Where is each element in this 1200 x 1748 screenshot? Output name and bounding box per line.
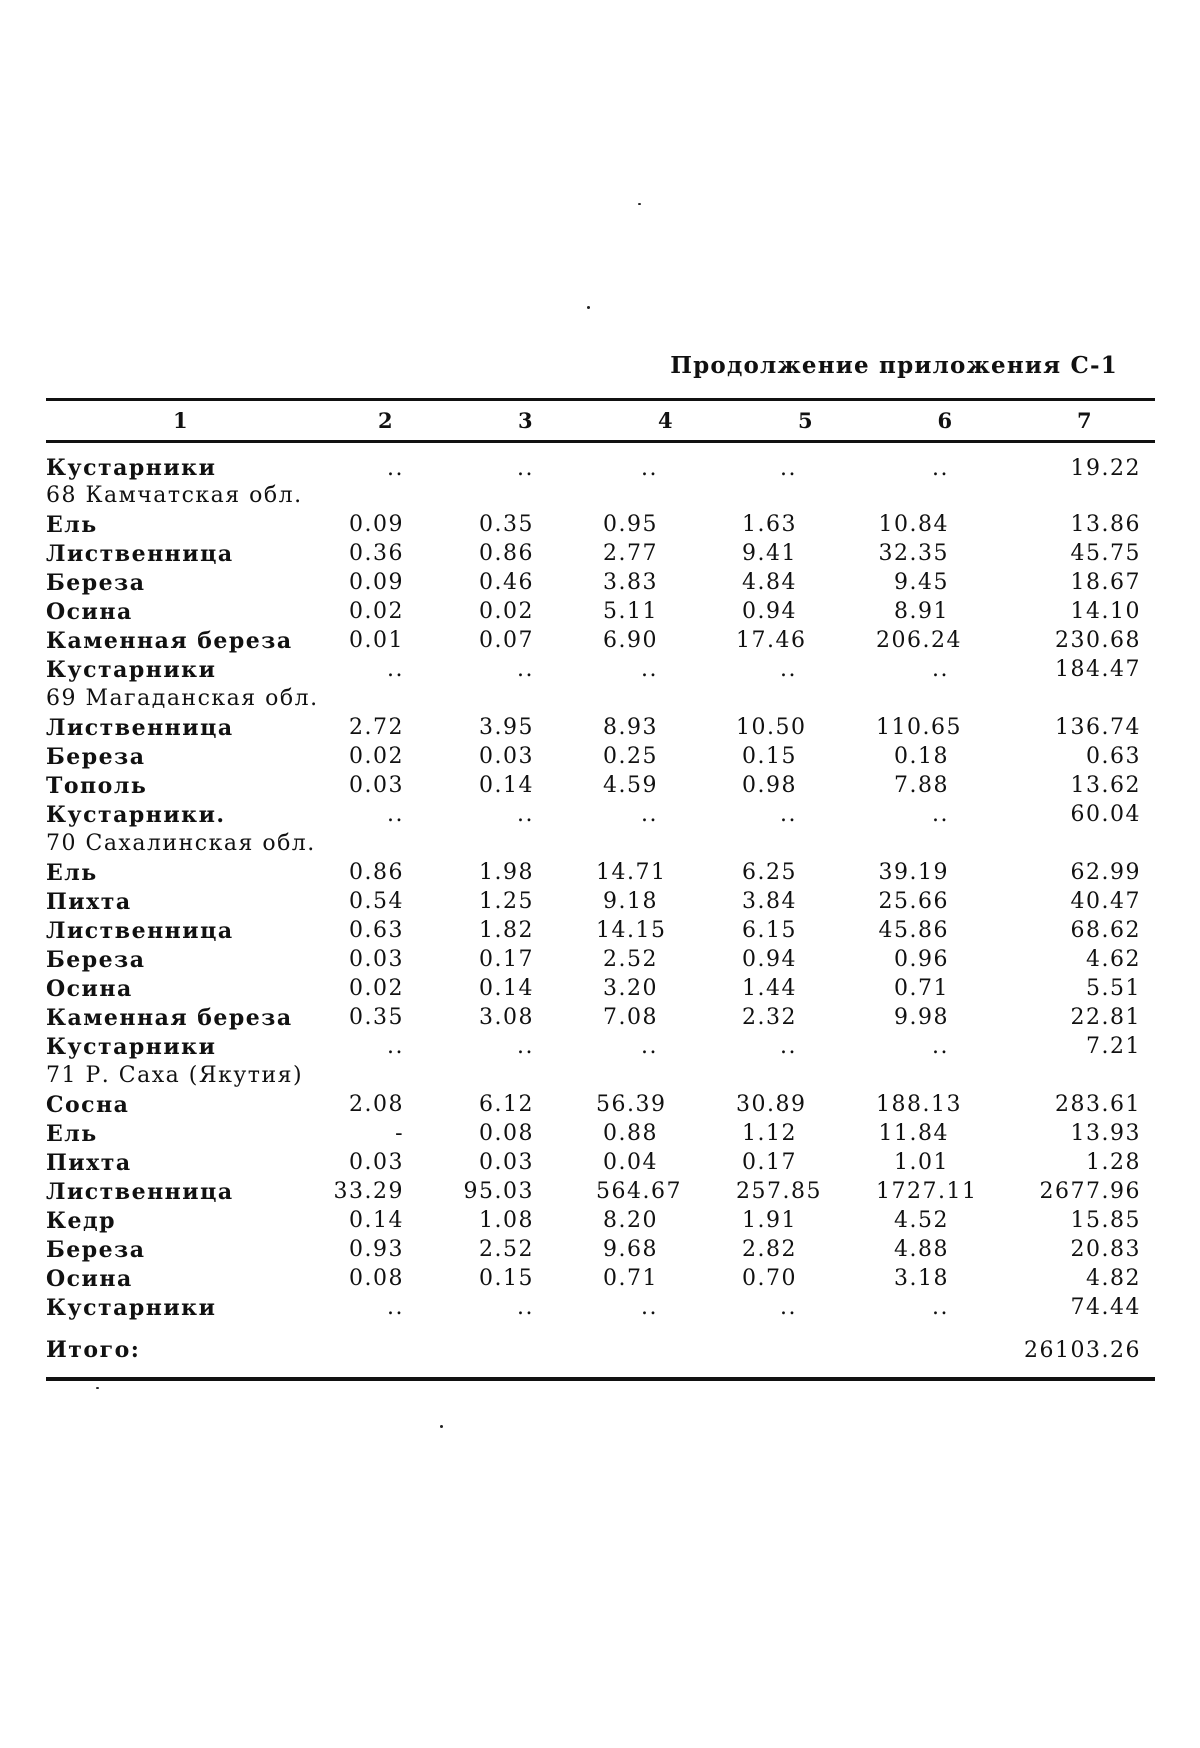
value-cell: 8.20 xyxy=(603,1208,658,1233)
value-cell: 0.93 xyxy=(349,1237,404,1262)
table-row xyxy=(46,597,1155,626)
value-cell: 0.63 xyxy=(349,918,404,943)
table-row xyxy=(46,1119,1155,1148)
value-cell: 257.85 xyxy=(736,1179,822,1204)
total-cell: 0.63 xyxy=(1086,744,1141,769)
value-cell: 1.91 xyxy=(742,1208,797,1233)
value-cell: 10.84 xyxy=(878,512,949,537)
total-cell: 7.21 xyxy=(1086,1034,1141,1059)
total-cell: 13.86 xyxy=(1070,512,1141,537)
table-row xyxy=(46,713,1155,742)
value-cell: 3.95 xyxy=(479,715,534,740)
value-cell: 0.71 xyxy=(603,1266,658,1291)
table-row xyxy=(46,1003,1155,1032)
value-cell: .. xyxy=(387,802,404,827)
value-cell: 7.08 xyxy=(603,1005,658,1030)
total-cell: 136.74 xyxy=(1055,715,1141,740)
total-cell: 68.62 xyxy=(1070,918,1141,943)
table-body xyxy=(46,442,1155,1323)
value-cell: .. xyxy=(932,455,949,481)
section-title: 71 Р. Саха (Якутия) xyxy=(46,1063,304,1088)
total-cell: 4.82 xyxy=(1086,1266,1141,1291)
species-name: Кустарники xyxy=(46,1294,217,1321)
species-name: Ель xyxy=(46,511,98,538)
total-cell: 13.93 xyxy=(1070,1121,1141,1146)
table-row xyxy=(46,742,1155,771)
total-cell: 22.81 xyxy=(1070,1005,1141,1030)
column-header: 6 xyxy=(876,400,1015,442)
value-cell: 1.25 xyxy=(479,889,534,914)
column-header: 7 xyxy=(1015,400,1155,442)
species-name: Кедр xyxy=(46,1207,117,1234)
value-cell: 17.46 xyxy=(736,628,807,653)
value-cell: 0.03 xyxy=(349,773,404,798)
value-cell: 0.71 xyxy=(894,976,949,1001)
value-cell: 14.71 xyxy=(596,860,667,885)
value-cell: 0.36 xyxy=(349,541,404,566)
value-cell: 0.02 xyxy=(479,599,534,624)
section-row xyxy=(46,1061,1155,1090)
section-title: 68 Камчатская обл. xyxy=(46,483,303,508)
species-name: Пихта xyxy=(46,1149,132,1176)
species-name: Тополь xyxy=(46,772,148,799)
value-cell: 2.52 xyxy=(603,947,658,972)
species-name: Береза xyxy=(46,946,146,973)
value-cell: 0.08 xyxy=(349,1266,404,1291)
value-cell: 32.35 xyxy=(878,541,949,566)
value-cell: 0.15 xyxy=(742,744,797,769)
value-cell: 1.98 xyxy=(479,860,534,885)
value-cell: .. xyxy=(387,1295,404,1320)
total-cell: 60.04 xyxy=(1070,802,1141,827)
value-cell: 0.08 xyxy=(479,1121,534,1146)
value-cell: 9.98 xyxy=(894,1005,949,1030)
table-row xyxy=(46,945,1155,974)
value-cell: 0.07 xyxy=(479,628,534,653)
species-name: Пихта xyxy=(46,888,132,915)
section-row xyxy=(46,684,1155,713)
table-row xyxy=(46,539,1155,568)
value-cell: 0.17 xyxy=(479,947,534,972)
value-cell: 0.54 xyxy=(349,889,404,914)
column-header: 1 xyxy=(46,400,316,442)
value-cell: 3.18 xyxy=(894,1266,949,1291)
column-header: 4 xyxy=(596,400,736,442)
total-cell: 184.47 xyxy=(1055,657,1141,682)
total-label: Итого: xyxy=(46,1322,316,1379)
value-cell: .. xyxy=(932,1295,949,1320)
value-cell: 6.90 xyxy=(603,628,658,653)
value-cell: 0.04 xyxy=(603,1150,658,1175)
species-name: Береза xyxy=(46,1236,146,1263)
value-cell: 1.44 xyxy=(742,976,797,1001)
value-cell: 0.03 xyxy=(479,1150,534,1175)
value-cell: 5.11 xyxy=(603,599,658,624)
table-row xyxy=(46,1235,1155,1264)
value-cell: 110.65 xyxy=(876,715,962,740)
species-name: Осина xyxy=(46,598,133,625)
value-cell: 4.88 xyxy=(894,1237,949,1262)
value-cell: 4.59 xyxy=(603,773,658,798)
total-cell: 14.10 xyxy=(1070,599,1141,624)
value-cell: 3.20 xyxy=(603,976,658,1001)
value-cell: 0.14 xyxy=(479,976,534,1001)
table-row xyxy=(46,771,1155,800)
total-cell: 45.75 xyxy=(1070,541,1141,566)
value-cell: 11.84 xyxy=(878,1121,949,1146)
table-row xyxy=(46,800,1155,829)
table-header xyxy=(46,400,1155,442)
column-header: 5 xyxy=(736,400,876,442)
table-footer xyxy=(46,1322,1155,1379)
value-cell: 30.89 xyxy=(736,1092,807,1117)
value-cell: 45.86 xyxy=(878,918,949,943)
value-cell: 0.25 xyxy=(603,744,658,769)
value-cell: 2.08 xyxy=(349,1092,404,1117)
species-name: Береза xyxy=(46,743,146,770)
value-cell: .. xyxy=(780,455,797,481)
value-cell: .. xyxy=(780,1034,797,1059)
value-cell: 0.14 xyxy=(349,1208,404,1233)
value-cell: 2.77 xyxy=(603,541,658,566)
scan-speck xyxy=(440,1425,443,1428)
total-cell: 283.61 xyxy=(1055,1092,1141,1117)
value-cell: 0.94 xyxy=(742,599,797,624)
value-cell: 0.96 xyxy=(894,947,949,972)
table-row xyxy=(46,510,1155,539)
value-cell: 1727.11 xyxy=(876,1179,978,1204)
total-row xyxy=(46,1322,1155,1379)
value-cell: .. xyxy=(387,1034,404,1059)
value-cell: 6.15 xyxy=(742,918,797,943)
species-name: Береза xyxy=(46,569,146,596)
table-row xyxy=(46,626,1155,655)
value-cell: 0.18 xyxy=(894,744,949,769)
value-cell: 9.68 xyxy=(603,1237,658,1262)
total-cell: 19.22 xyxy=(1070,455,1141,481)
value-cell: 3.83 xyxy=(603,570,658,595)
value-cell: 0.01 xyxy=(349,628,404,653)
value-cell: 4.84 xyxy=(742,570,797,595)
value-cell: 7.88 xyxy=(894,773,949,798)
table-row xyxy=(46,442,1155,482)
value-cell: .. xyxy=(517,1034,534,1059)
table-row xyxy=(46,916,1155,945)
value-cell: 0.35 xyxy=(349,1005,404,1030)
table-row xyxy=(46,655,1155,684)
value-cell: 564.67 xyxy=(596,1179,682,1204)
species-name: Кустарники xyxy=(46,1033,217,1060)
value-cell: 188.13 xyxy=(876,1092,962,1117)
value-cell: .. xyxy=(517,455,534,481)
value-cell: 1.82 xyxy=(479,918,534,943)
value-cell: .. xyxy=(517,802,534,827)
value-cell: 0.14 xyxy=(479,773,534,798)
total-cell: 230.68 xyxy=(1055,628,1141,653)
value-cell: 0.02 xyxy=(349,744,404,769)
value-cell: 0.02 xyxy=(349,976,404,1001)
value-cell: .. xyxy=(641,455,658,481)
total-cell: 15.85 xyxy=(1070,1208,1141,1233)
column-header: 3 xyxy=(456,400,596,442)
value-cell: .. xyxy=(641,1034,658,1059)
total-cell: 18.67 xyxy=(1070,570,1141,595)
value-cell: 6.12 xyxy=(479,1092,534,1117)
value-cell: .. xyxy=(517,1295,534,1320)
value-cell: 3.84 xyxy=(742,889,797,914)
table-row xyxy=(46,1177,1155,1206)
value-cell: 25.66 xyxy=(878,889,949,914)
species-name: Лиственница xyxy=(46,714,234,741)
value-cell: 6.25 xyxy=(742,860,797,885)
value-cell: 14.15 xyxy=(596,918,667,943)
species-name: Каменная береза xyxy=(46,1004,293,1031)
species-name: Ель xyxy=(46,1120,98,1147)
value-cell: 0.98 xyxy=(742,773,797,798)
value-cell: 0.03 xyxy=(349,947,404,972)
total-cell: 1.28 xyxy=(1086,1150,1141,1175)
value-cell: 2.72 xyxy=(349,715,404,740)
total-cell: 20.83 xyxy=(1070,1237,1141,1262)
value-cell: 1.01 xyxy=(894,1150,949,1175)
species-name: Сосна xyxy=(46,1091,130,1118)
total-cell: 62.99 xyxy=(1070,860,1141,885)
table-row xyxy=(46,1293,1155,1322)
section-row xyxy=(46,829,1155,858)
value-cell: 8.91 xyxy=(894,599,949,624)
table-row xyxy=(46,1148,1155,1177)
value-cell: 10.50 xyxy=(736,715,807,740)
total-cell: 2677.96 xyxy=(1039,1179,1141,1204)
value-cell: 0.15 xyxy=(479,1266,534,1291)
value-cell: 3.08 xyxy=(479,1005,534,1030)
value-cell: 0.17 xyxy=(742,1150,797,1175)
section-row xyxy=(46,481,1155,510)
value-cell: 0.03 xyxy=(349,1150,404,1175)
species-name: Каменная береза xyxy=(46,627,293,654)
value-cell: 0.86 xyxy=(479,541,534,566)
value-cell: .. xyxy=(387,657,404,682)
value-cell: 1.63 xyxy=(742,512,797,537)
species-name: Ель xyxy=(46,859,98,886)
value-cell: .. xyxy=(387,455,404,481)
species-name: Кустарники. xyxy=(46,801,226,828)
value-cell: .. xyxy=(932,657,949,682)
table-row xyxy=(46,568,1155,597)
value-cell: .. xyxy=(641,657,658,682)
total-cell: 74.44 xyxy=(1070,1295,1141,1320)
value-cell: 1.08 xyxy=(479,1208,534,1233)
species-name: Кустарники xyxy=(46,455,217,481)
species-name: Осина xyxy=(46,975,133,1002)
header-row xyxy=(46,400,1155,442)
species-name: Осина xyxy=(46,1265,133,1292)
scan-speck xyxy=(96,1387,99,1389)
value-cell: 2.82 xyxy=(742,1237,797,1262)
value-cell: - xyxy=(395,1121,404,1146)
value-cell: .. xyxy=(780,802,797,827)
table-row xyxy=(46,858,1155,887)
value-cell: .. xyxy=(641,1295,658,1320)
table-caption: Продолжение приложения С-1 xyxy=(670,352,1118,379)
value-cell: 206.24 xyxy=(876,628,962,653)
species-name: Лиственница xyxy=(46,1178,234,1205)
value-cell: 0.46 xyxy=(479,570,534,595)
value-cell: 33.29 xyxy=(333,1179,404,1204)
value-cell: 2.52 xyxy=(479,1237,534,1262)
value-cell: 0.86 xyxy=(349,860,404,885)
value-cell: 9.41 xyxy=(742,541,797,566)
table-row xyxy=(46,887,1155,916)
value-cell: 39.19 xyxy=(878,860,949,885)
value-cell: 8.93 xyxy=(603,715,658,740)
value-cell: .. xyxy=(517,657,534,682)
value-cell: 1.12 xyxy=(742,1121,797,1146)
value-cell: 0.88 xyxy=(603,1121,658,1146)
value-cell: 0.03 xyxy=(479,744,534,769)
value-cell: 0.70 xyxy=(742,1266,797,1291)
value-cell: .. xyxy=(780,657,797,682)
table-row xyxy=(46,1206,1155,1235)
value-cell: 0.02 xyxy=(349,599,404,624)
species-name: Лиственница xyxy=(46,917,234,944)
value-cell: .. xyxy=(641,802,658,827)
value-cell: .. xyxy=(932,802,949,827)
species-name: Кустарники xyxy=(46,656,217,683)
value-cell: 0.95 xyxy=(603,512,658,537)
total-value: 26103.26 xyxy=(1015,1322,1155,1379)
total-cell: 4.62 xyxy=(1086,947,1141,972)
value-cell: 9.45 xyxy=(894,570,949,595)
table-row xyxy=(46,1032,1155,1061)
section-title: 69 Магаданская обл. xyxy=(46,686,319,711)
data-table xyxy=(46,398,1155,1381)
table-row xyxy=(46,1090,1155,1119)
total-cell: 5.51 xyxy=(1086,976,1141,1001)
table-row xyxy=(46,1264,1155,1293)
value-cell: 9.18 xyxy=(603,889,658,914)
value-cell: .. xyxy=(780,1295,797,1320)
value-cell: 0.94 xyxy=(742,947,797,972)
value-cell: .. xyxy=(932,1034,949,1059)
value-cell: 0.09 xyxy=(349,570,404,595)
species-name: Лиственница xyxy=(46,540,234,567)
table-row xyxy=(46,974,1155,1003)
value-cell: 0.35 xyxy=(479,512,534,537)
section-title: 70 Сахалинская обл. xyxy=(46,831,316,856)
total-cell: 40.47 xyxy=(1070,889,1141,914)
value-cell: 56.39 xyxy=(596,1092,667,1117)
value-cell: 2.32 xyxy=(742,1005,797,1030)
total-cell: 13.62 xyxy=(1070,773,1141,798)
column-header: 2 xyxy=(316,400,456,442)
value-cell: 95.03 xyxy=(463,1179,534,1204)
value-cell: 4.52 xyxy=(894,1208,949,1233)
value-cell: 0.09 xyxy=(349,512,404,537)
scan-speck xyxy=(587,306,590,309)
scan-speck xyxy=(638,203,641,205)
